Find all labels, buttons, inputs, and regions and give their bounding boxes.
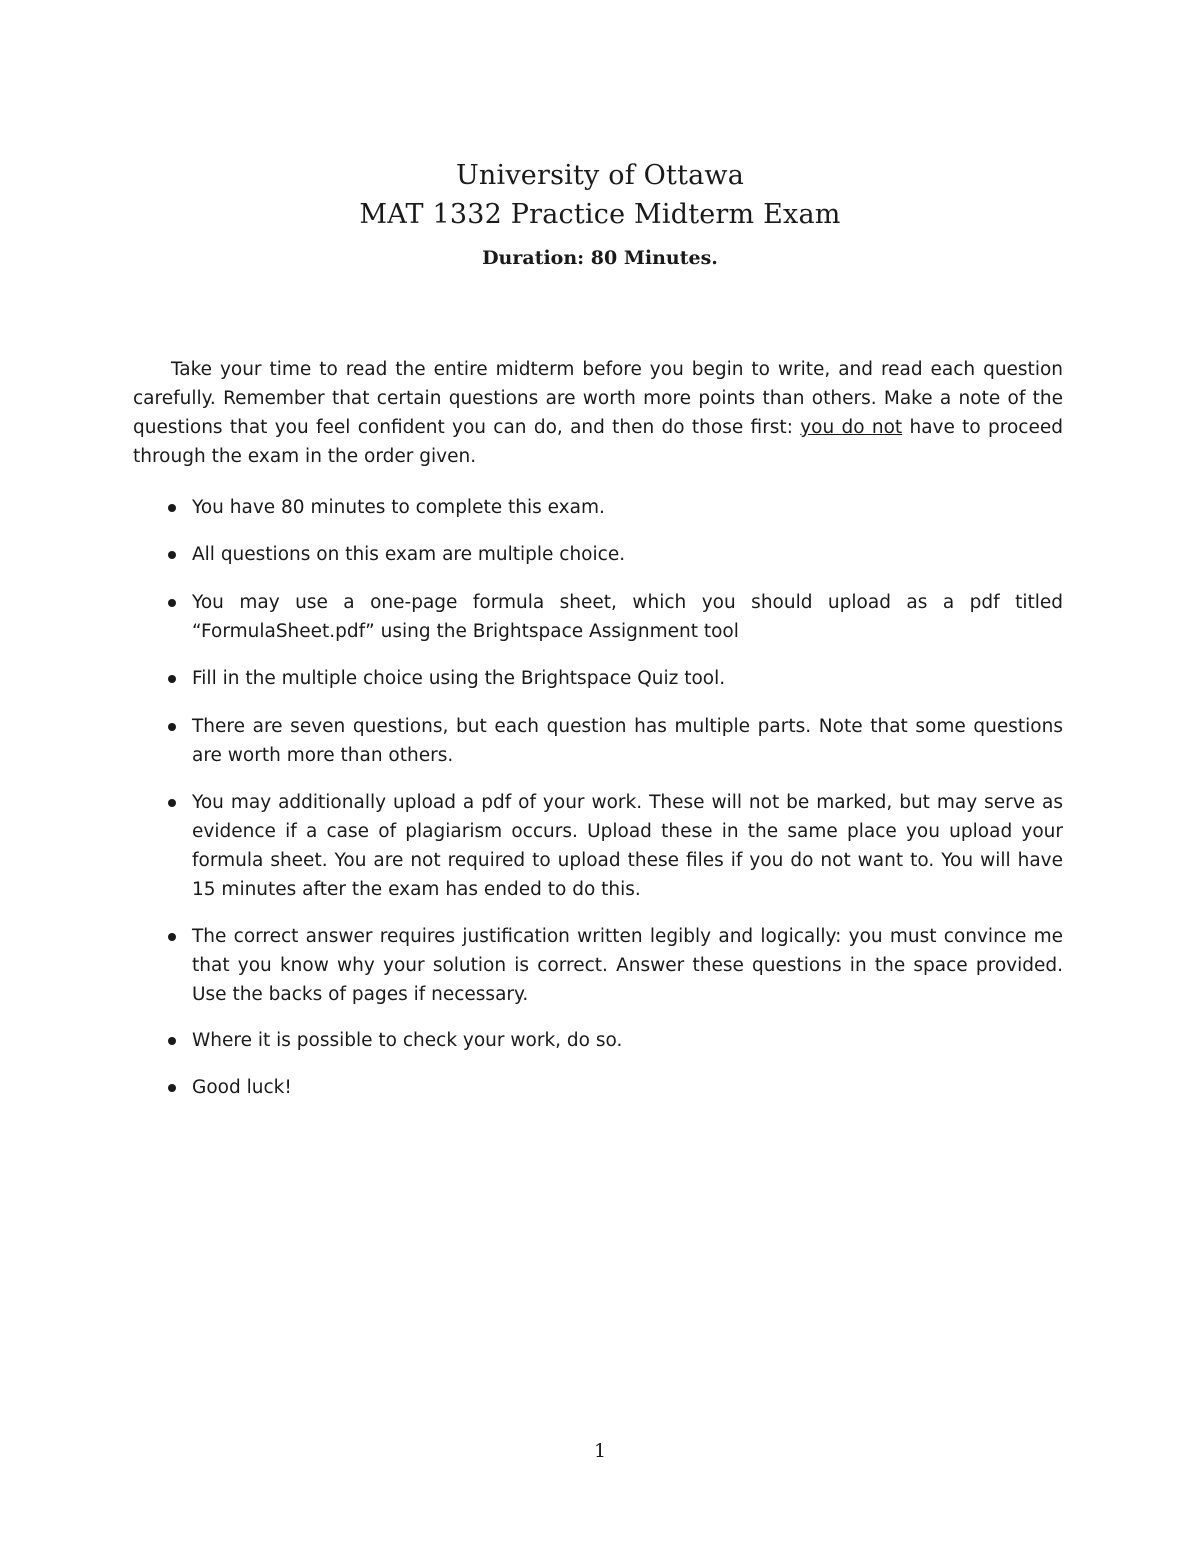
instruction-text: All questions on this exam are multiple choice. (192, 544, 626, 565)
instruction-text: The correct answer requires justification written legibly and logically: you must convince me that you know why your solution is correct. Answer these questions in the space provided. Use the backs of pages if necessary. (192, 926, 1063, 1005)
exam-title: MAT 1332 Practice Midterm Exam (359, 199, 841, 230)
instruction-text: You have 80 minutes to complete this exam. (192, 497, 605, 518)
instruction-item (133, 922, 1063, 1009)
instruction-item (133, 1073, 1063, 1102)
instruction-item (133, 1026, 1063, 1055)
instruction-text: There are seven questions, but each question has multiple parts. Note that some questions are worth more than others. (192, 716, 1063, 766)
intro-underlined-text: you do not (800, 417, 903, 438)
intro-text-before: Take your time to read the entire midterm before you begin to write, and read each question carefully. Remember that certain questions are worth more points than others. Make a note of the questions that you feel confident you can do, and then do those first: (133, 359, 1063, 438)
bullet-icon (168, 1037, 176, 1045)
university-title: University of Ottawa (455, 160, 745, 191)
instruction-item (133, 588, 1063, 646)
instruction-item (133, 788, 1063, 904)
instruction-text: Where it is possible to check your work, do so. (192, 1030, 623, 1051)
exam-duration: Duration: 80 Minutes. (482, 247, 718, 269)
intro-paragraph (133, 355, 1063, 471)
page-number: 1 (593, 1440, 607, 1462)
bullet-icon (168, 933, 176, 941)
bullet-icon (168, 551, 176, 559)
bullet-icon (168, 599, 176, 607)
bullet-icon (168, 504, 176, 512)
bullet-icon (168, 675, 176, 683)
bullet-icon (168, 1084, 176, 1092)
instruction-text: You may use a one-page formula sheet, which you should upload as a pdf titled “FormulaSheet.pdf” using the Brightspace Assignment tool (192, 592, 1063, 642)
instruction-item (133, 664, 1063, 693)
instruction-item (133, 712, 1063, 770)
instruction-item (133, 493, 1063, 522)
instruction-text: You may additionally upload a pdf of your work. These will not be marked, but may serve as evidence if a case of plagiarism occurs. Upload these in the same place you upload your formula sheet. You are not required to upload these files if you do not want to. You will have 15 minutes after the exam has ended to do this. (192, 792, 1063, 900)
intro-text-after: have to proceed through the exam in the order given. (133, 417, 1063, 467)
instruction-text: Good luck! (192, 1077, 292, 1098)
instruction-item (133, 540, 1063, 569)
bullet-icon (168, 723, 176, 731)
bullet-icon (168, 799, 176, 807)
instruction-text: Fill in the multiple choice using the Brightspace Quiz tool. (192, 668, 726, 689)
